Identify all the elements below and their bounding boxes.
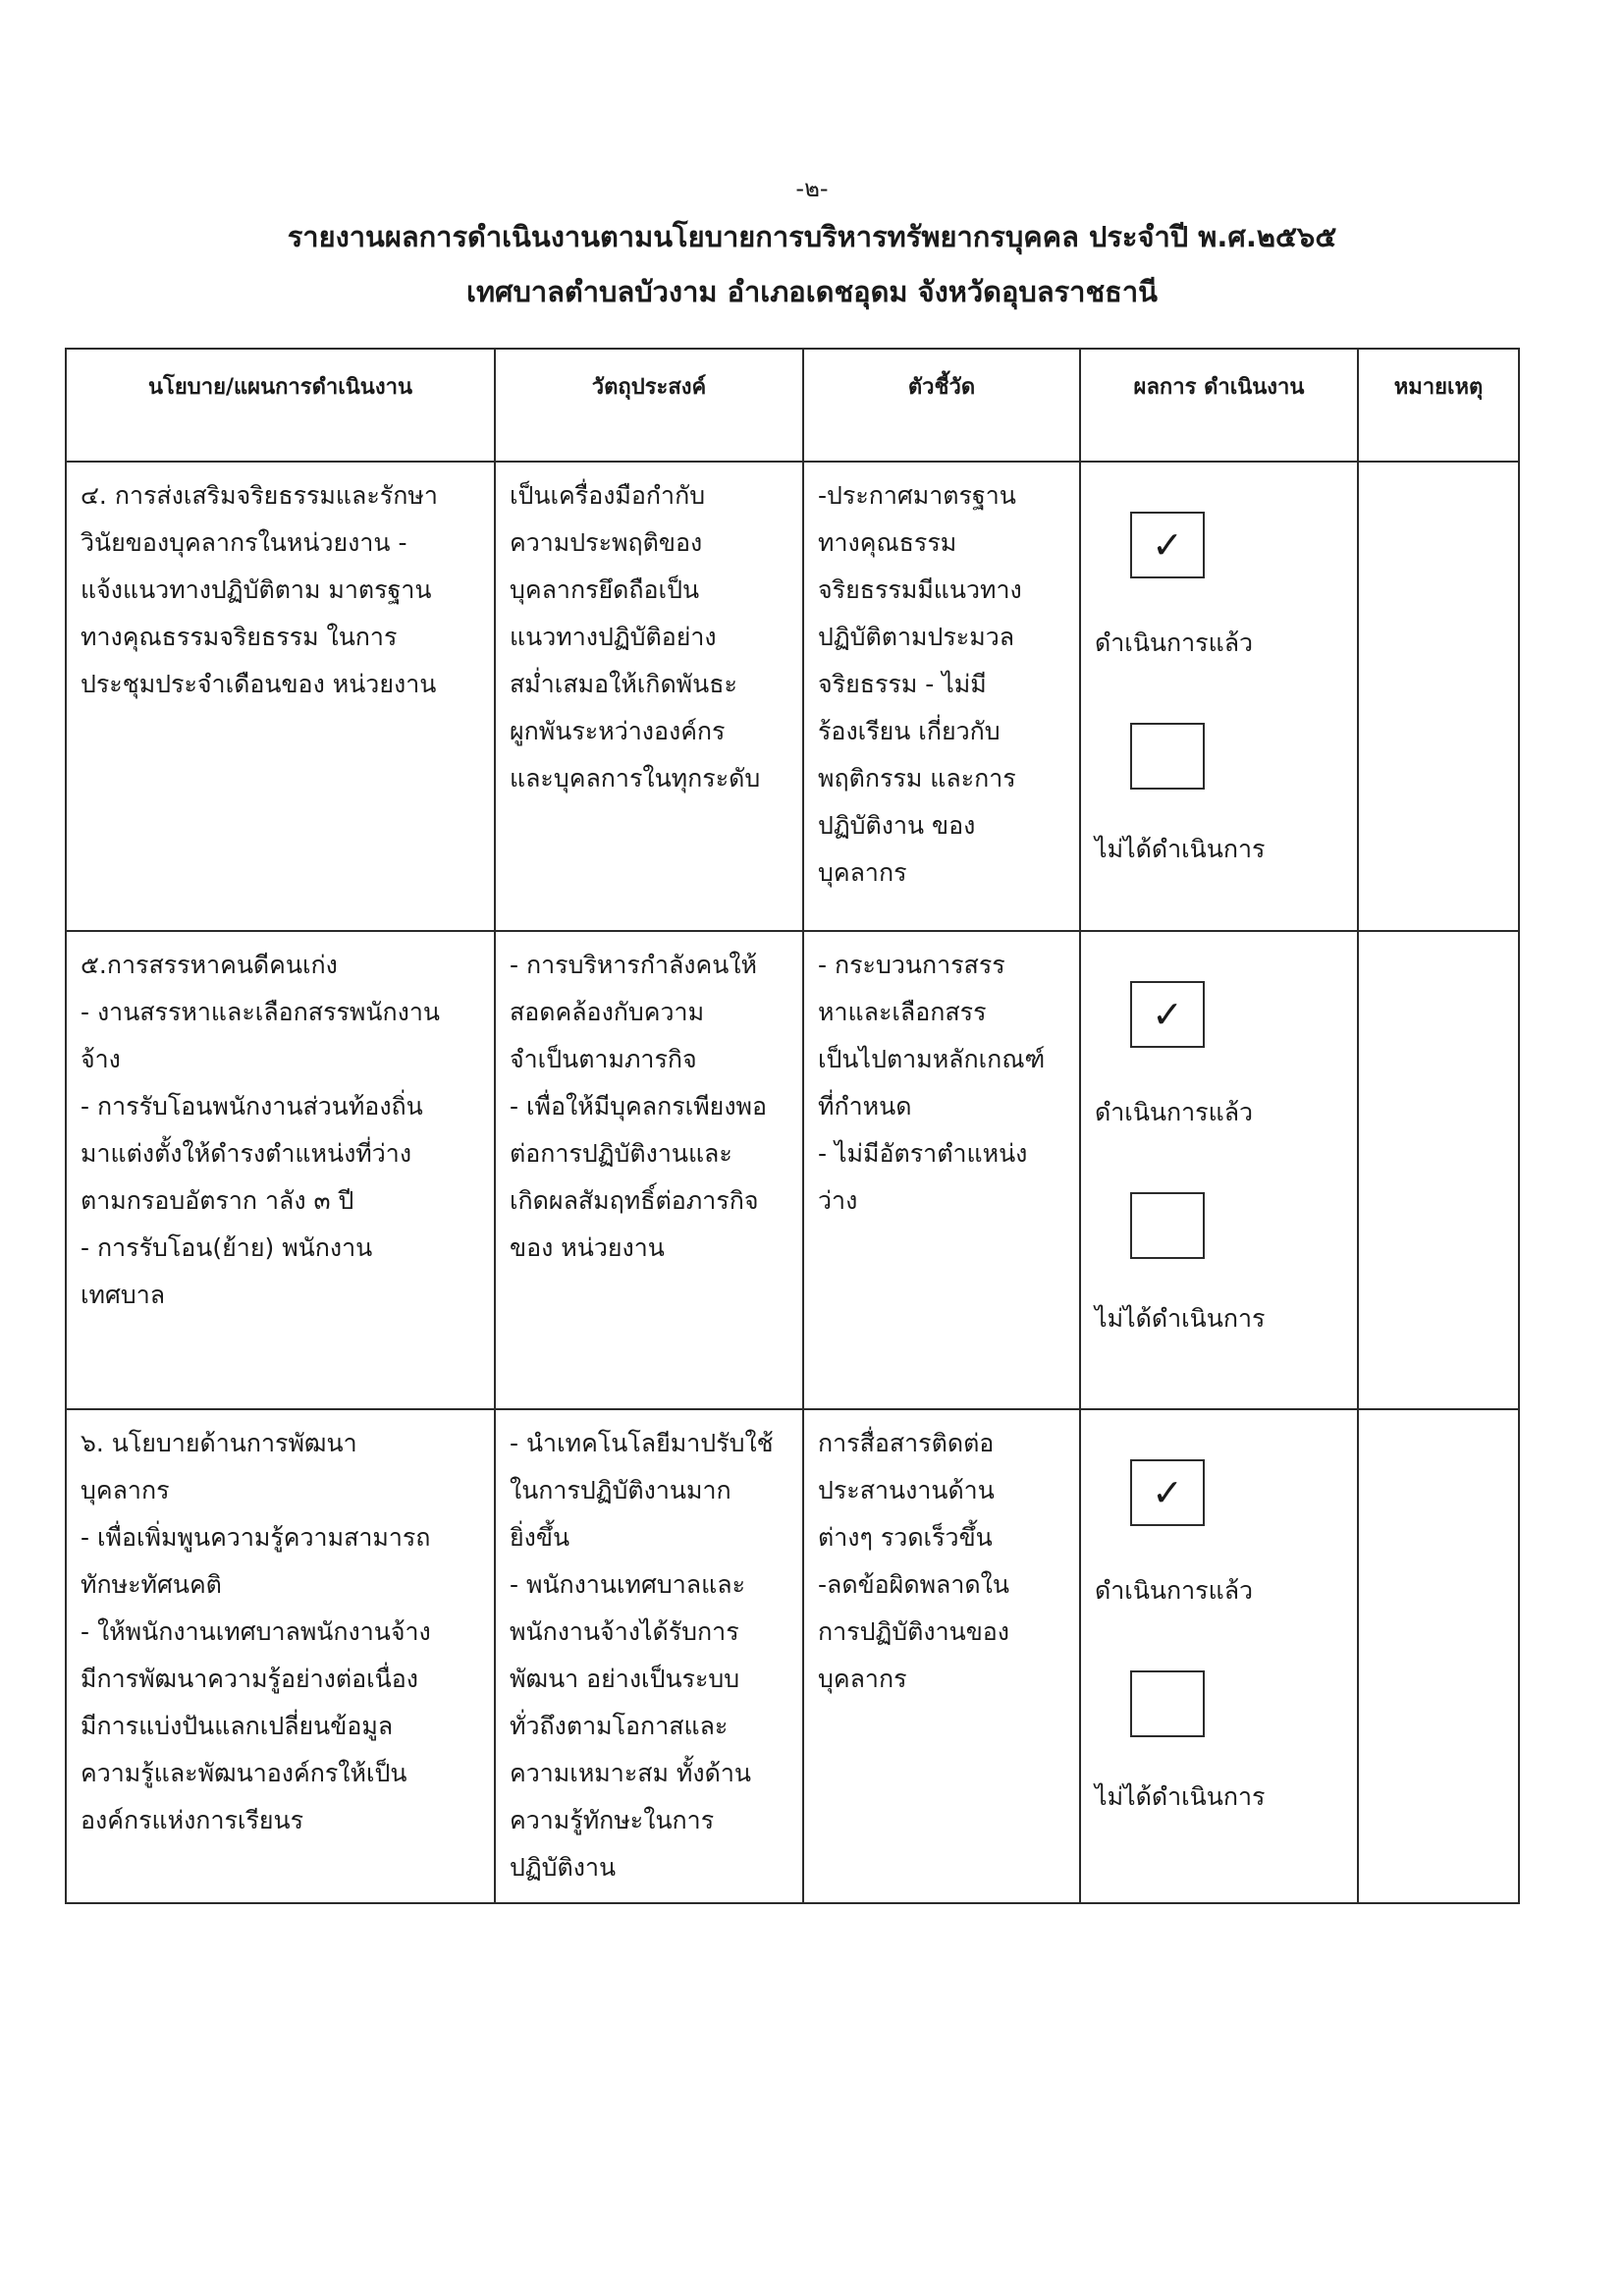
objective-cell-line: สม่ำเสมอให้เกิดพันธะ [510, 670, 737, 698]
indicator-cell-line: พฤติกรรม และการ [818, 764, 1016, 793]
indicator-cell-line: -ประกาศมาตรฐาน [818, 481, 1016, 510]
policy-cell-line: จ้าง [81, 1045, 121, 1073]
objective-cell [495, 1409, 803, 1903]
remark-cell [1358, 462, 1519, 931]
objective-cell-line: บุคลากรยึดถือเป็น [510, 575, 700, 604]
policy-cell-line: มาแต่งตั้งให้ดำรงตำแหน่งที่ว่าง [81, 1139, 412, 1168]
objective-cell-line: แนวทางปฏิบัติอย่าง [510, 623, 717, 651]
result-cell [1080, 931, 1358, 1409]
done-checkbox[interactable] [1130, 512, 1205, 578]
table-header-row [66, 349, 1519, 462]
policy-cell-line: แจ้งแนวทางปฏิบัติตาม มาตรฐาน [81, 575, 432, 604]
not-done-label: ไม่ได้ดำเนินการ [1095, 835, 1266, 863]
done-label: ดำเนินการแล้ว [1095, 1576, 1254, 1605]
objective-cell-line: เกิดผลสัมฤทธิ์ต่อภารกิจ [510, 1186, 759, 1215]
page-number: -๒- [795, 175, 829, 202]
report-title: รายงานผลการดำเนินงานตามนโยบายการบริหารทรัพยากรบุคคล ประจำปี พ.ศ.๒๕๖๕ [287, 220, 1337, 253]
header-remark: หมายเหตุ [1358, 349, 1519, 462]
indicator-cell-line: การสื่อสารติดต่อ [818, 1429, 995, 1457]
objective-cell [495, 931, 803, 1409]
policy-cell-line: เทศบาล [81, 1281, 166, 1309]
done-checkbox[interactable] [1130, 1459, 1205, 1526]
policy-cell-line: องค์กรแห่งการเรียนร [81, 1806, 304, 1834]
result-cell [1080, 1409, 1358, 1903]
header-indicator: ตัวชี้วัด [803, 349, 1080, 462]
indicator-cell-line: ปฏิบัติงาน ของ [818, 811, 976, 840]
objective-cell [495, 462, 803, 931]
indicator-cell-line: ทางคุณธรรม [818, 528, 957, 557]
policy-cell [66, 1409, 495, 1903]
check-mark-icon: ✓ [1152, 523, 1183, 567]
not-done-checkbox[interactable] [1130, 1192, 1205, 1259]
indicator-cell-line: - ไม่มีอัตราตำแหน่ง [818, 1139, 1028, 1168]
objective-cell-line: ในการปฏิบัติงานมาก [510, 1476, 731, 1504]
indicator-cell-line: จริยธรรม - ไม่มี [818, 670, 987, 698]
indicator-cell-line: ปฏิบัติตามประมวล [818, 623, 1015, 651]
indicator-cell-line: เป็นไปตามหลักเกณฑ์ [818, 1045, 1046, 1073]
table-row [66, 1409, 1519, 1903]
objective-cell-line: สอดคล้องกับความ [510, 998, 705, 1026]
indicator-cell-line: - กระบวนการสรร [818, 951, 1005, 979]
objective-cell-line: ความรู้ทักษะในการ [510, 1806, 715, 1834]
indicator-cell-line: จริยธรรมมีแนวทาง [818, 575, 1022, 604]
policy-cell-line: ประชุมประจำเดือนของ หน่วยงาน [81, 670, 437, 698]
objective-cell-line: - เพื่อให้มีบุคลกรเพียงพอ [510, 1092, 768, 1121]
indicator-cell-line: การปฏิบัติงานของ [818, 1617, 1010, 1646]
header-policy: นโยบาย/แผนการดำเนินงาน [66, 349, 495, 462]
policy-cell-line: - ให้พนักงานเทศบาลพนักงานจ้าง [81, 1617, 431, 1646]
objective-cell-line: เป็นเครื่องมือกำกับ [510, 481, 706, 510]
not-done-checkbox[interactable] [1130, 1670, 1205, 1737]
indicator-cell-line: บุคลากร [818, 858, 907, 887]
result-cell [1080, 462, 1358, 931]
table-row [66, 931, 1519, 1409]
indicator-cell-line: ร้องเรียน เกี่ยวกับ [818, 717, 1001, 745]
policy-cell-line: มีการพัฒนาความรู้อย่างต่อเนื่อง [81, 1665, 418, 1693]
table-row [66, 462, 1519, 931]
policy-cell-line: - งานสรรหาและเลือกสรรพนักงาน [81, 998, 440, 1026]
policy-cell-line: บุคลากร [81, 1476, 170, 1504]
done-label: ดำเนินการแล้ว [1095, 629, 1254, 657]
indicator-cell-line: หาและเลือกสรร [818, 998, 987, 1026]
done-label: ดำเนินการแล้ว [1095, 1098, 1254, 1126]
indicator-cell-line: ที่กำหนด [818, 1092, 912, 1121]
policy-cell-line: ๔. การส่งเสริมจริยธรรมและรักษา [81, 481, 438, 510]
indicator-cell [803, 931, 1080, 1409]
objective-cell-line: ทั่วถึงตามโอกาสและ [510, 1712, 729, 1740]
objective-cell-line: ความเหมาะสม ทั้งด้าน [510, 1759, 751, 1787]
policy-cell-line: - เพื่อเพิ่มพูนความรู้ความสามารถ [81, 1523, 431, 1552]
remark-cell [1358, 931, 1519, 1409]
not-done-checkbox[interactable] [1130, 723, 1205, 790]
policy-cell-line: ๖. นโยบายด้านการพัฒนา [81, 1429, 357, 1457]
objective-cell-line: ต่อการปฏิบัติงานและ [510, 1139, 732, 1168]
not-done-label: ไม่ได้ดำเนินการ [1095, 1782, 1266, 1811]
indicator-cell-line: บุคลากร [818, 1665, 907, 1693]
objective-cell-line: จำเป็นตามภารกิจ [510, 1045, 697, 1073]
objective-cell-line: - นำเทคโนโลยีมาปรับใช้ [510, 1429, 774, 1457]
objective-cell-line: ยิ่งขึ้น [510, 1523, 570, 1552]
objective-cell-line: ของ หน่วยงาน [510, 1233, 665, 1262]
objective-cell-line: - พนักงานเทศบาลและ [510, 1570, 745, 1599]
remark-cell [1358, 1409, 1519, 1903]
indicator-cell-line: -ลดข้อผิดพลาดใน [818, 1570, 1009, 1599]
objective-cell-line: ผูกพันระหว่างองค์กร [510, 717, 726, 745]
indicator-cell [803, 1409, 1080, 1903]
indicator-cell-line: ประสานงานด้าน [818, 1476, 995, 1504]
policy-cell-line: - การรับโอน(ย้าย) พนักงาน [81, 1233, 373, 1262]
policy-cell-line: - การรับโอนพนักงานส่วนท้องถิ่น [81, 1092, 423, 1121]
indicator-cell-line: ต่างๆ รวดเร็วขึ้น [818, 1523, 993, 1552]
not-done-label: ไม่ได้ดำเนินการ [1095, 1304, 1266, 1333]
indicator-cell-line: ว่าง [818, 1186, 858, 1215]
objective-cell-line: ความประพฤติของ [510, 528, 703, 557]
objective-cell-line: และบุคลการในทุกระดับ [510, 764, 761, 793]
report-subtitle: เทศบาลตำบลบัวงาม อำเภอเดชอุดม จังหวัดอุบลราชธานี [466, 275, 1158, 308]
objective-cell-line: พนักงานจ้างได้รับการ [510, 1617, 739, 1646]
report-table [65, 348, 1520, 1904]
policy-cell-line: วินัยของบุคลากรในหน่วยงาน - [81, 528, 407, 557]
policy-cell-line: ทางคุณธรรมจริยธรรม ในการ [81, 623, 398, 651]
policy-cell-line: มีการแบ่งปันแลกเปลี่ยนข้อมูล [81, 1712, 394, 1740]
policy-cell-line: ความรู้และพัฒนาองค์กรให้เป็น [81, 1759, 407, 1787]
check-mark-icon: ✓ [1152, 993, 1183, 1036]
policy-cell [66, 931, 495, 1409]
policy-cell-line: ตามกรอบอัตราก าลัง ๓ ปี [81, 1186, 354, 1215]
objective-cell-line: พัฒนา อย่างเป็นระบบ [510, 1665, 740, 1693]
objective-cell-line: ปฏิบัติงาน [510, 1853, 617, 1882]
indicator-cell [803, 462, 1080, 931]
check-mark-icon: ✓ [1152, 1471, 1183, 1514]
objective-cell-line: - การบริหารกำลังคนให้ [510, 951, 758, 979]
header-objective: วัตถุประสงค์ [495, 349, 803, 462]
header-result: ผลการ ดำเนินงาน [1080, 349, 1358, 462]
policy-cell-line: ๕.การสรรหาคนดีคนเก่ง [81, 951, 338, 979]
policy-cell [66, 462, 495, 931]
policy-cell-line: ทักษะทัศนคติ [81, 1570, 222, 1599]
done-checkbox[interactable] [1130, 981, 1205, 1048]
